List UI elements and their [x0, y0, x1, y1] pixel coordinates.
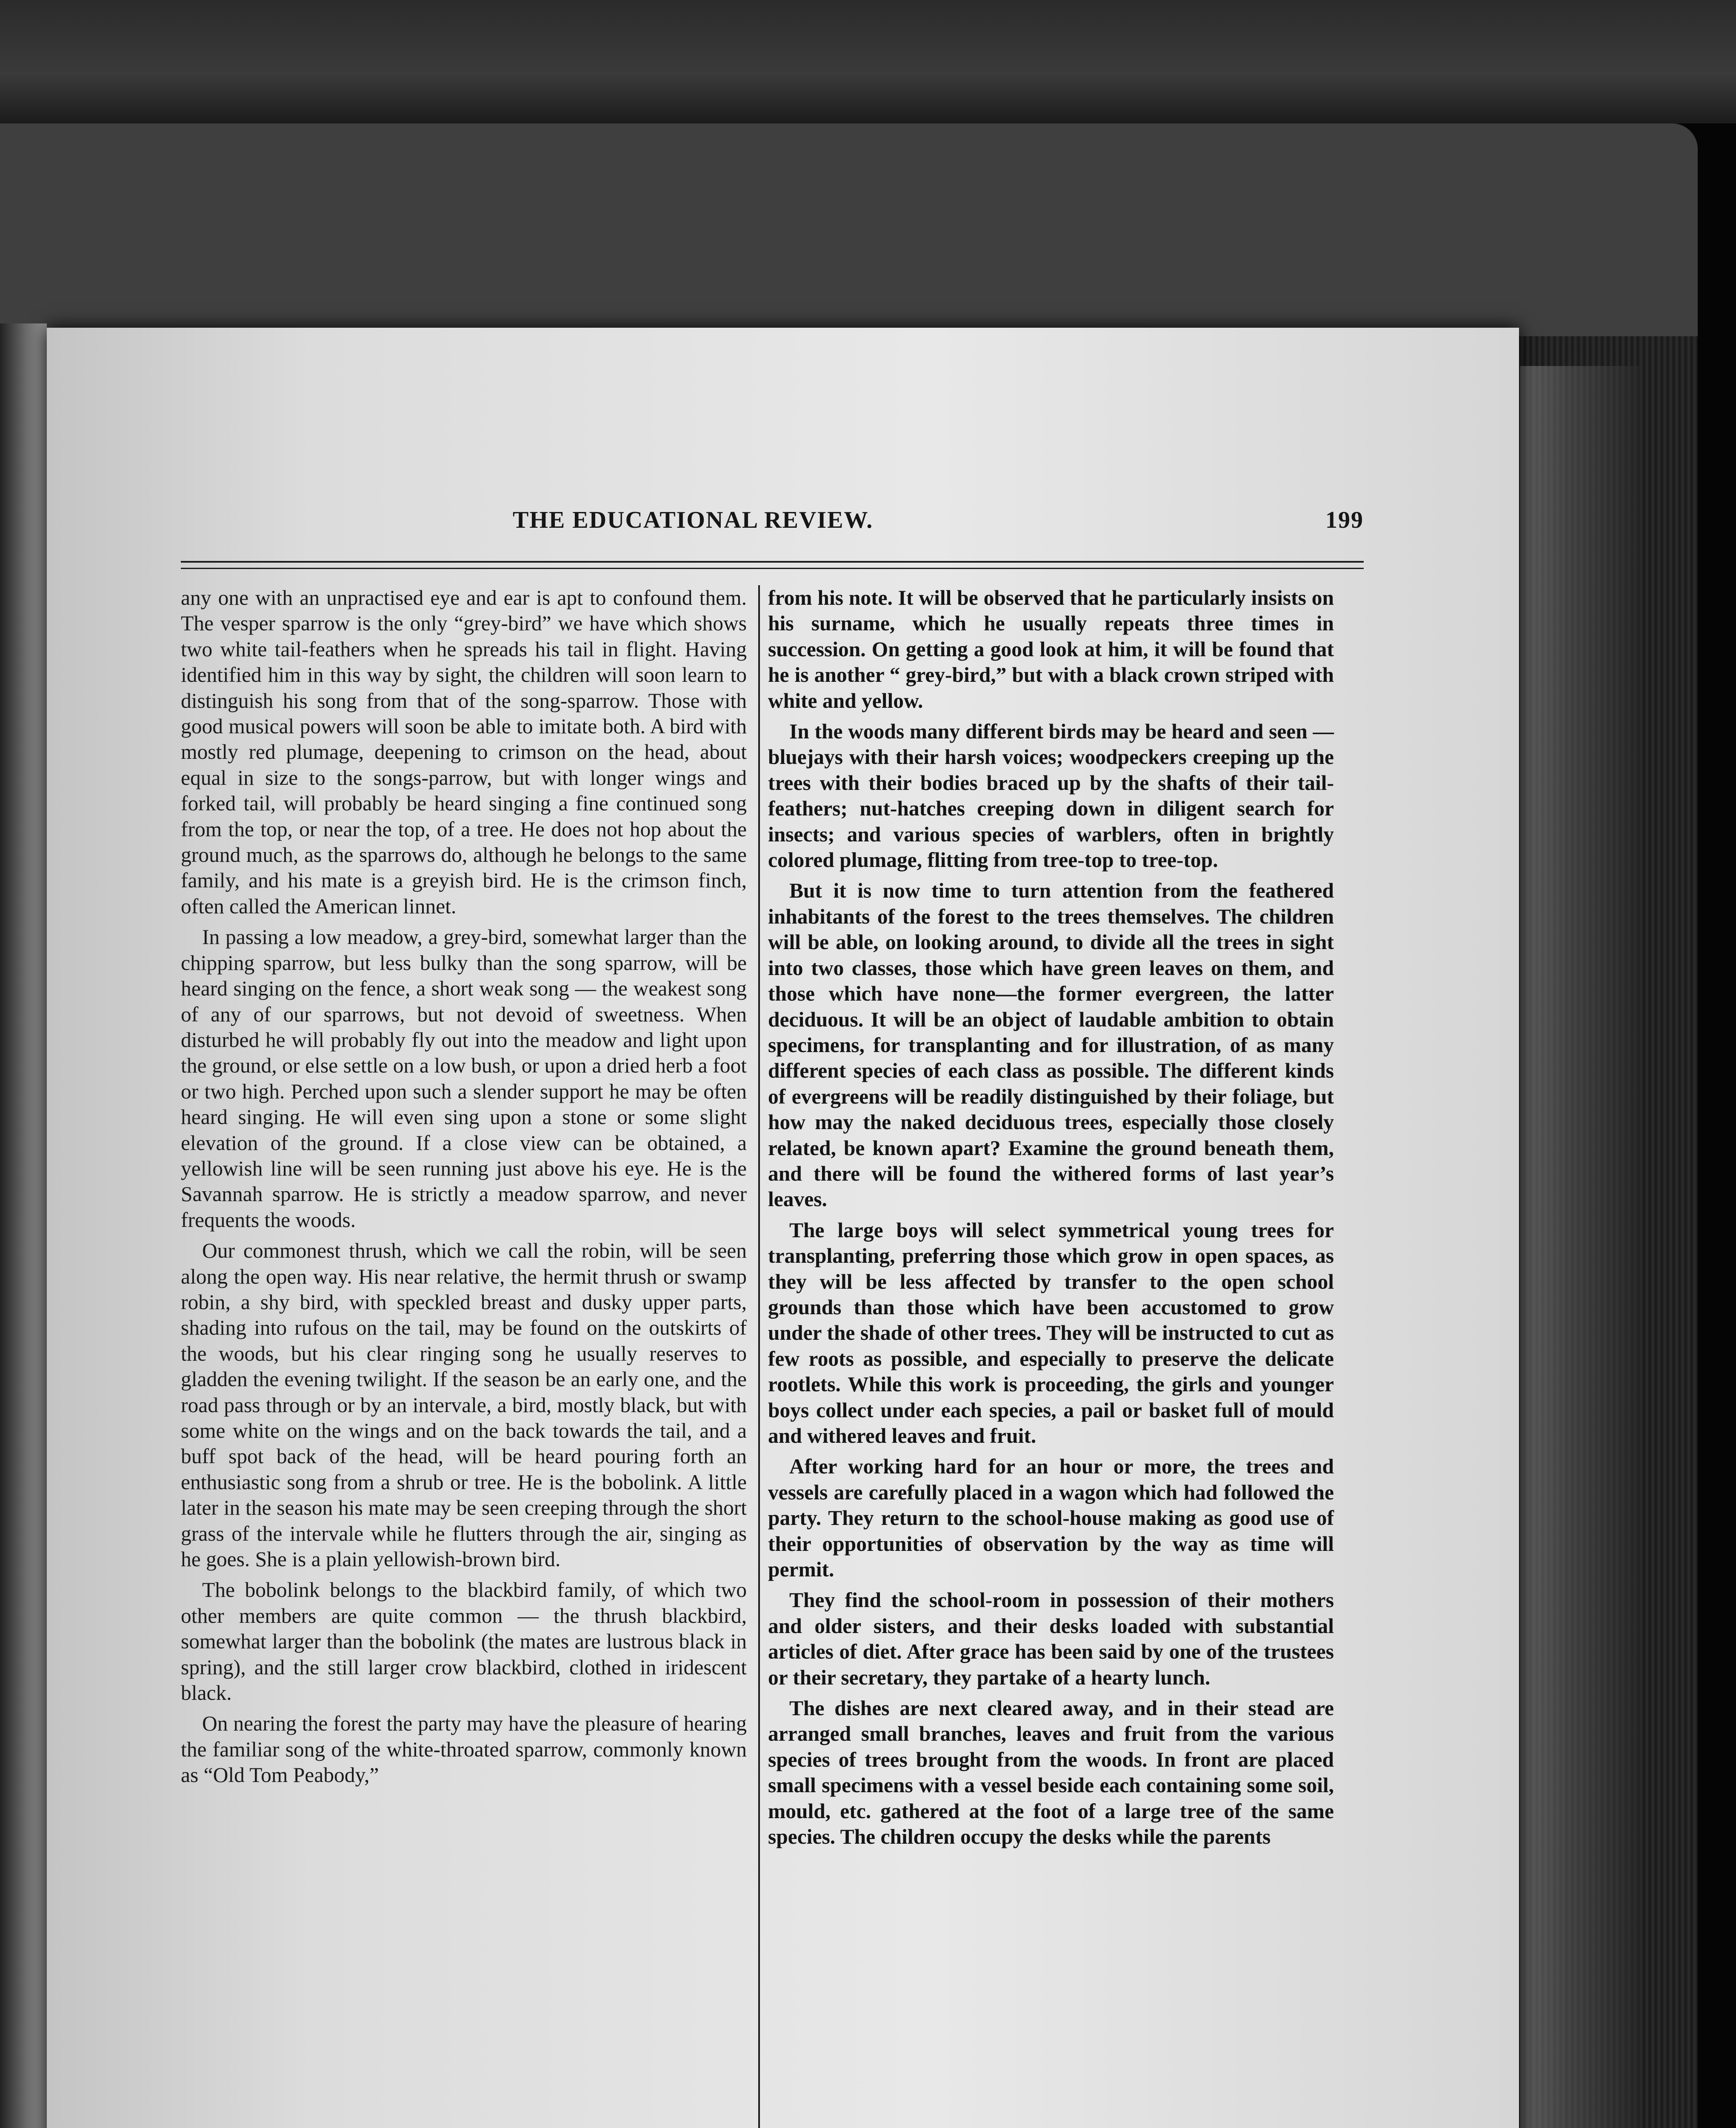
page-number: 199 — [1325, 507, 1364, 533]
paragraph: The bobolink belongs to the blackbird family, of which two other members are quite common — the thrush blackbird, somewhat larger than the bobolink (the mates are lustrous black in spring), and the still larger crow blackbird, clothed in iridescent black. — [181, 1578, 747, 1705]
paragraph: The large boys will select symmetrical young trees for transplanting, preferring those which grow in open spaces, as they will be less affected by transfer to the open school grounds than those which have been accustomed to grow under the shade of other trees. They will be instructed to cut as few roots as possible, and especially to preserve the delicate rootlets. While this work is proceeding, the girls and younger boys collect under each species, a pail or basket full of mould and withered leaves and fruit. — [768, 1218, 1334, 1447]
paragraph: In the woods many different birds may be heard and seen — bluejays with their harsh voices; woodpeckers creeping up the trees with their bodies braced up by the shafts of their tail-feathers; nut-hatches creeping down in diligent search for insects; and various species of warblers, often in brightly colored plumage, flitting from tree-top to tree-top. — [768, 720, 1334, 872]
column-divider — [758, 585, 760, 2128]
paragraph: They find the school-room in possession of their mothers and older sisters, and their desks loaded with substantial articles of diet. After grace has been said by one of the trustees or their secretary, they partake of a hearty lunch. — [768, 1588, 1334, 1689]
journal-title: THE EDUCATIONAL REVIEW. — [513, 507, 874, 533]
paragraph: But it is now time to turn attention from the feathered inhabitants of the forest to the trees themselves. The children will be able, on looking around, to divide all the trees in sight into two classes, those which have green leaves on them, and those which have none—the former evergreen, the latter deciduous. It will be an object of laudable ambition to obtain specimens, for transplanting and for illustration, of as many different species of each class as possible. The different kinds of evergreens will be readily distinguished by their foliage, but how may the naked deciduous trees, especially those closely related, be known apart? Examine the ground beneath them, and there will be found the withered forms of last year’s leaves. — [768, 879, 1334, 1211]
header-rule-top — [181, 561, 1364, 563]
right-column — [768, 585, 1334, 1850]
scanner-frame-top — [0, 0, 1736, 123]
paragraph: any one with an unpractised eye and ear is apt to confound them. The vesper sparrow is the only “grey-bird” we have which shows two white tail-feathers when he spreads his tail in flight. Having identified him in this way by sight, the children will soon learn to distinguish his song from that of the song-sparrow. Those with good musical powers will soon be able to imitate both. A bird with mostly red plumage, deepening to crimson on the head, about equal in size to the songs-parrow, but with longer wings and forked tail, will probably be heard singing a fine continued song from the top, or near the top, of a tree. He does not hop about the ground much, as the sparrows do, although he belongs to the same family, and his mate is a greyish bird. He is the crimson finch, often called the American linnet. — [181, 586, 747, 918]
paragraph: On nearing the forest the party may have the pleasure of hearing the familiar song of the white-throated sparrow, commonly known as “Old Tom Peabody,” — [181, 1712, 747, 1787]
paragraph: Our commonest thrush, which we call the robin, will be seen along the open way. His near relative, the hermit thrush or swamp robin, a shy bird, with speckled breast and dusky upper parts, shading into rufous on the tail, may be found on the outskirts of the woods, but his clear ringing song he usually reserves to gladden the evening twilight. If the season be an early one, and the road pass through or by an intervale, a bird, mostly black, but with some white on the wings and on the back towards the tail, and a buff spot back of the head, will be heard pouring forth an enthusiastic song from a shrub or tree. He is the bobolink. A little later in the season his mate may be seen creeping through the short grass of the intervale while he flutters through the air, singing as he goes. She is a plain yellowish-brown bird. — [181, 1239, 747, 1571]
paragraph: from his note. It will be observed that he particularly insists on his surname, which he usually repeats three times in succession. On getting a good look at him, it will be found that he is another “ grey-bird,” but with a black crown striped with white and yellow. — [768, 586, 1334, 712]
left-column — [181, 585, 747, 1788]
left-page-edge — [0, 323, 47, 2128]
header-rule-bottom — [181, 568, 1364, 569]
paragraph: The dishes are next cleared away, and in their stead are arranged small branches, leaves and fruit from the various species of trees brought from the woods. In front are placed small specimens with a vessel beside each containing some soil, mould, etc. gathered at the foot of a large tree of the same species. The children occupy the desks while the parents — [768, 1696, 1334, 1849]
paragraph: After working hard for an hour or more, the trees and vessels are carefully placed in a wagon which had followed the party. They return to the school-house making as good use of their opportunities of observation by the way as time will permit. — [768, 1455, 1334, 1582]
paragraph: In passing a low meadow, a grey-bird, somewhat larger than the chipping sparrow, but less bulky than the song sparrow, will be heard singing on the fence, a short weak song — the weakest song of any of our sparrows, but not devoid of sweetness. When disturbed he will probably fly out into the meadow and light upon the ground, or else settle on a low bush, or upon a dried herb a foot or two high. Perched upon such a slender support he may be often heard singing. He will even sing upon a stone or some slight elevation of the ground. If a close view can be obtained, a yellowish line will be seen running just above his eye. He is the Savannah sparrow. He is strictly a meadow sparrow, and never frequents the woods. — [181, 925, 747, 1232]
page-edges-highlight — [1520, 366, 1639, 2128]
